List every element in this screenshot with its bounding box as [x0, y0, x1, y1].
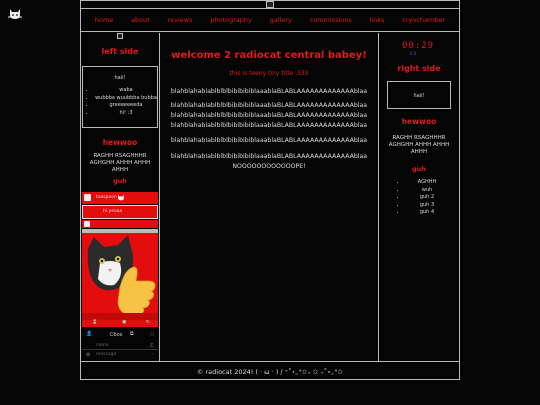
message-field[interactable]	[82, 352, 158, 359]
list-item: • AGHHH	[406, 179, 448, 187]
list-item: • guh 2	[406, 194, 448, 202]
left-title: left side	[101, 47, 139, 56]
chat-message-text: hi yeaaa	[103, 209, 123, 214]
main-paragraph: blahblahablablblblbibibibiblaaablaBLABLAAAAAAAAAAAAAblaa	[170, 88, 368, 95]
cat-icon	[117, 194, 125, 201]
nav-cryochamber[interactable]: cryochamber	[402, 16, 446, 24]
chat-message-row	[82, 220, 158, 228]
cbox-header	[82, 330, 158, 340]
list-item: • wuh	[406, 187, 448, 195]
key-icon: ⚿	[150, 344, 154, 349]
chat-toolbar	[82, 320, 158, 327]
nav-about[interactable]: about	[131, 16, 150, 24]
list-item: • greeeeeeeda	[95, 102, 157, 110]
left-info-box	[82, 66, 158, 128]
name-field[interactable]	[82, 343, 158, 350]
send-icon[interactable]: ›	[152, 352, 154, 357]
nav-reviews[interactable]: reviews	[167, 16, 193, 24]
user-icon[interactable]: 👤	[86, 331, 93, 337]
avatar	[84, 221, 90, 227]
list-item: • guh 4	[406, 209, 448, 217]
left-box-heading: haii!	[114, 75, 126, 81]
avatar	[84, 194, 91, 201]
right-box-text: haii!	[413, 93, 425, 99]
footer	[80, 361, 460, 380]
message-placeholder: message	[96, 352, 117, 357]
chat-message-text: teaspoon	[96, 195, 117, 200]
right-title: right side	[397, 64, 441, 73]
page-subtitle: this is teeny tiny title :333	[229, 70, 309, 77]
clock-subtext: 0 0	[410, 51, 417, 56]
chat-message-row	[82, 205, 158, 219]
main-paragraph: blahblahablablblblbibibibiblaaablaBLABLAAAAAAAAAAAAAblaa	[170, 112, 368, 119]
right-hewwoo-heading: hewwoo	[401, 117, 437, 126]
refresh-icon[interactable]: ↻	[146, 320, 150, 325]
main-paragraph: blahblahablablblblbibibibiblaaablaBLABLAAAAAAAAAAAAAblaa	[170, 102, 368, 109]
image-icon[interactable]: ▣	[122, 320, 127, 325]
external-link-icon[interactable]: ⧉	[130, 331, 134, 337]
list-item: • hi! :3	[95, 110, 157, 118]
nav-commissions[interactable]: commissions	[309, 16, 352, 24]
clock-display: 00:29	[402, 41, 435, 51]
cat-icon	[8, 8, 22, 20]
right-info-box	[387, 81, 451, 109]
page-title: welcome 2 radiocat central babey!	[171, 50, 367, 61]
cat-thumbs-up-image	[82, 229, 158, 320]
left-hewwoo-text: RAGHH RSAGHHHR AGHGHH AHHH AHHH AHHH	[89, 153, 151, 173]
cbox-label[interactable]: Cbox	[110, 332, 123, 338]
right-guh-heading: guh	[412, 165, 426, 173]
broken-image-icon	[117, 33, 123, 39]
gear-icon[interactable]: ⚙	[86, 352, 91, 358]
main-paragraph: blahblahablablblblbibibibiblaaablaBLABLAAAAAAAAAAAAAblaa	[170, 122, 368, 129]
top-nav	[80, 8, 460, 32]
list-item: • waba	[95, 87, 157, 95]
main-paragraph: NOOOOOOOOOOOOPE!	[232, 163, 306, 170]
left-guh-heading: guh	[113, 177, 127, 185]
left-hewwoo-heading: hewwoo	[102, 138, 138, 147]
list-item: • guh 3	[406, 202, 448, 210]
nav-gallery[interactable]: gallery	[269, 16, 292, 24]
nav-photography[interactable]: photography	[210, 16, 252, 24]
main-paragraph: blahblahablablblblbibibibiblaaablaBLABLAAAAAAAAAAAAAblaa	[170, 153, 368, 160]
main-paragraph: blahblahablablblblbibibibiblaaablaBLABLAAAAAAAAAAAAAblaa	[170, 137, 368, 144]
name-placeholder: name	[96, 343, 109, 348]
chat-message-row	[82, 192, 158, 204]
hourglass-icon[interactable]: ⌛	[92, 320, 98, 325]
right-hewwoo-text: RAGHH RSAGHHHR AGHGHH AHHH AHHH AHHH	[388, 135, 450, 155]
footer-text: © radiocat 2024! ( · ω · ) / ⁺˚⋆｡°✩₊ ✩ ₊˚⋆｡°✩	[196, 367, 344, 376]
chat-box-widget	[82, 192, 158, 360]
nav-home[interactable]: home	[94, 16, 114, 24]
info-icon[interactable]: ○	[150, 331, 155, 337]
right-list	[398, 179, 448, 217]
list-item: • wubbba wuubbba bubba	[95, 95, 157, 103]
nav-links[interactable]: links	[369, 16, 385, 24]
